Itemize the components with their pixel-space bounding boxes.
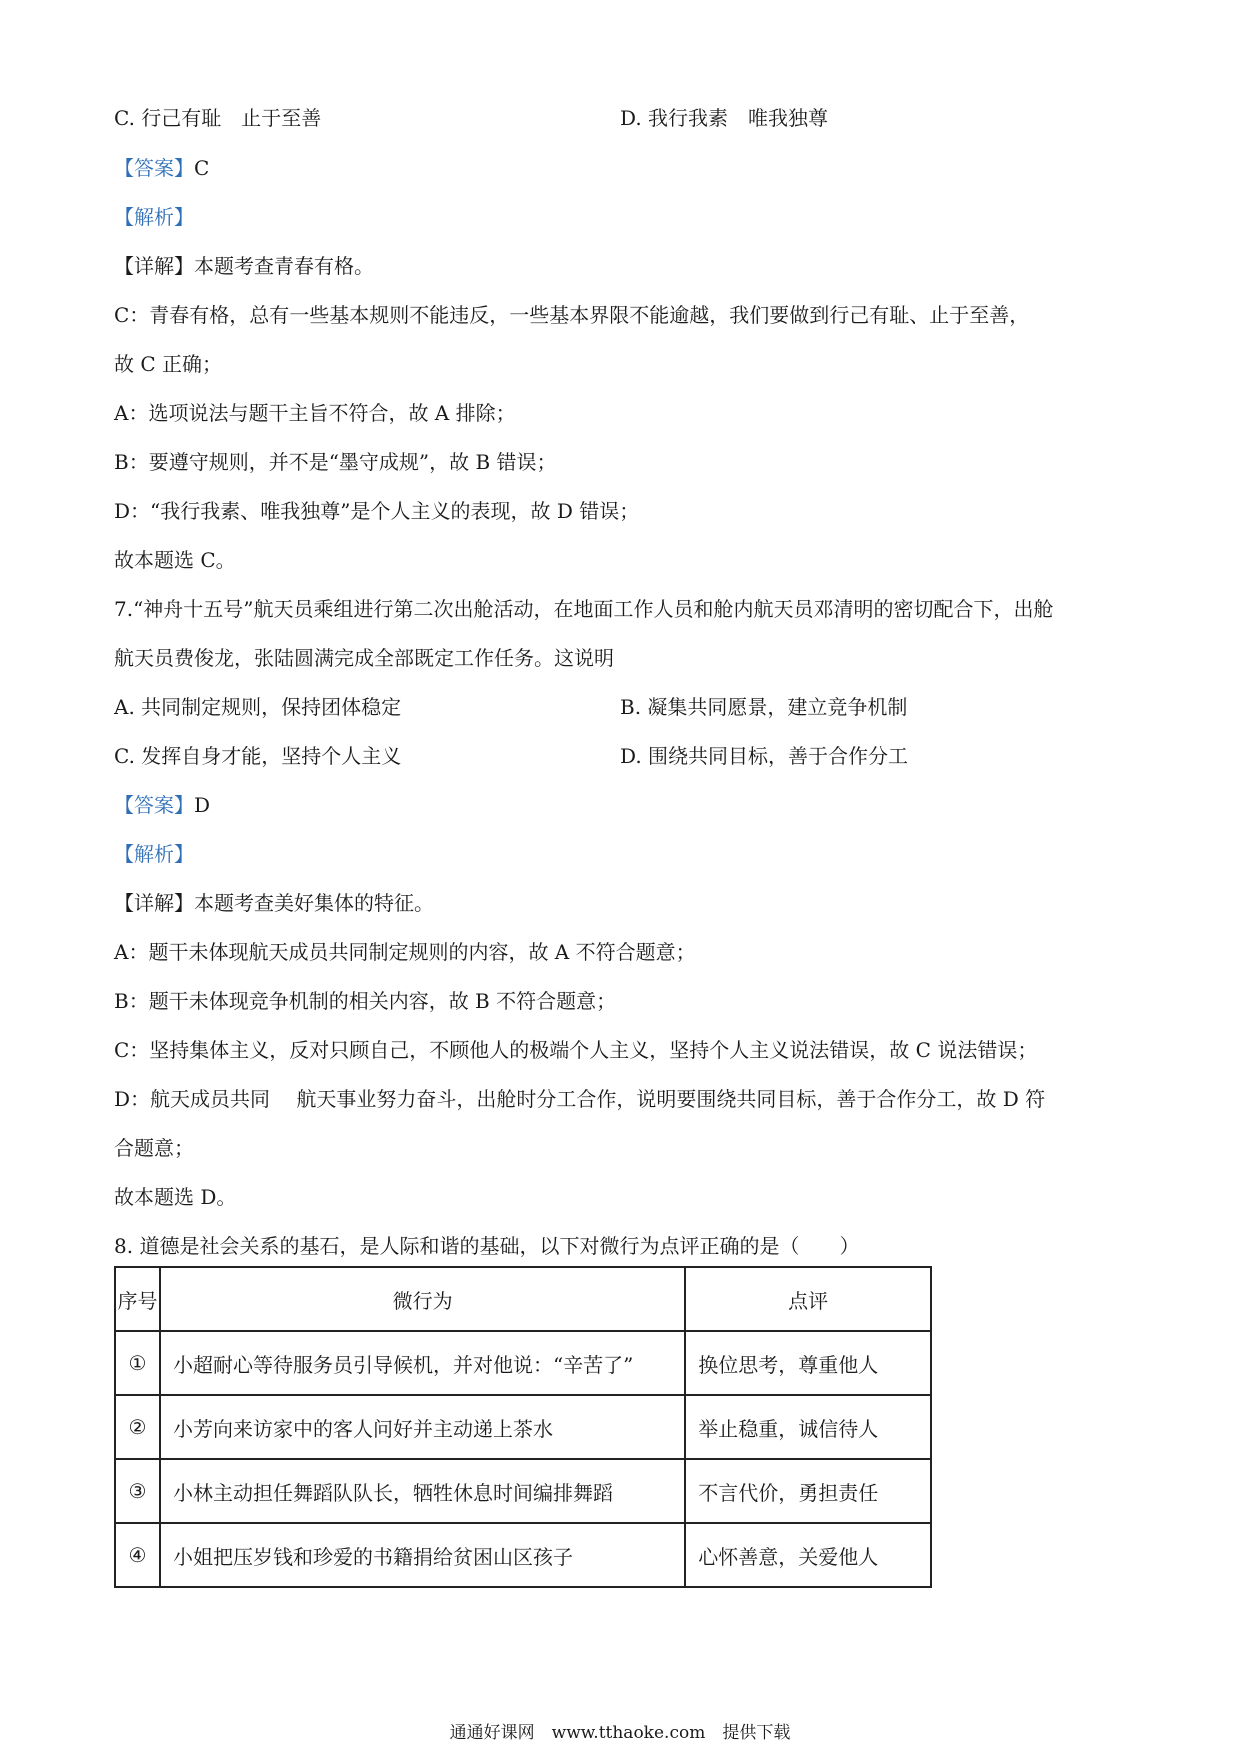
q7-explanation-line: 【详解】本题考查美好集体的特征。: [114, 891, 434, 915]
q7-explanation-line: 故本题选 D。: [114, 1185, 237, 1209]
q7-explanation-line: A：题干未体现航天成员共同制定规则的内容，故 A 不符合题意；: [114, 940, 696, 964]
answer-label: 【答案】: [114, 793, 194, 817]
table-cell-behavior: 小林主动担任舞蹈队队长，牺牲休息时间编排舞蹈: [160, 1459, 685, 1523]
q7-option-c: C. 发挥自身才能，坚持个人主义: [114, 744, 402, 768]
q6-explanation-line: 故本题选 C。: [114, 548, 236, 572]
q8-stem: 8. 道德是社会关系的基石，是人际和谐的基础，以下对微行为点评正确的是（ ）: [114, 1234, 860, 1258]
q7-explanation-line: B：题干未体现竞争机制的相关内容，故 B 不符合题意；: [114, 989, 617, 1013]
table-header-cell: 序号: [115, 1267, 160, 1331]
table-header-cell: 微行为: [160, 1267, 685, 1331]
q6-answer: [114, 155, 209, 181]
q6-option-c: C. 行己有耻 止于至善: [114, 106, 322, 130]
q7-option-d: D. 围绕共同目标，善于合作分工: [620, 744, 909, 768]
table-cell-number: ③: [115, 1459, 160, 1523]
q7-analysis-label: 【解析】: [114, 842, 194, 866]
q6-explanation-line: C：青春有格，总有一些基本规则不能违反，一些基本界限不能逾越，我们要做到行己有耻、止于至善，: [114, 303, 1030, 327]
q7-explanation-line: C：坚持集体主义，反对只顾自己，不顾他人的极端个人主义，坚持个人主义说法错误，故 C 说法错误；: [114, 1038, 1038, 1062]
q7-stem-line: 7.“神舟十五号”航天员乘组进行第二次出舱活动，在地面工作人员和舱内航天员邓清明的密切配合下，出舱: [114, 597, 1054, 621]
table-row: [115, 1395, 931, 1459]
q6-option-d: D. 我行我素 唯我独尊: [620, 106, 829, 130]
q6-explanation-line: D：“我行我素、唯我独尊”是个人主义的表现，故 D 错误；: [114, 499, 640, 523]
table-header-cell: 点评: [685, 1267, 931, 1331]
q8-table: [114, 1266, 932, 1588]
answer-label: 【答案】: [114, 156, 194, 180]
q6-explanation-line: 故 C 正确；: [114, 352, 223, 376]
q7-option-a: A. 共同制定规则，保持团体稳定: [114, 695, 402, 719]
answer-value: C: [194, 156, 210, 180]
table-row: [115, 1331, 931, 1395]
table-cell-number: ②: [115, 1395, 160, 1459]
table-header-row: [115, 1267, 931, 1331]
table-cell-comment: 不言代价，勇担责任: [685, 1459, 931, 1523]
q7-stem-line: 航天员费俊龙，张陆圆满完成全部既定工作任务。这说明: [114, 646, 614, 670]
table-cell-comment: 心怀善意，关爱他人: [685, 1523, 931, 1587]
q7-option-b: B. 凝集共同愿景，建立竞争机制: [620, 695, 908, 719]
table-cell-comment: 换位思考，尊重他人: [685, 1331, 931, 1395]
q6-explanation-line: A：选项说法与题干主旨不符合，故 A 排除；: [114, 401, 516, 425]
q7-answer: [114, 792, 210, 818]
q7-explanation-line: 合题意；: [114, 1136, 194, 1160]
table-row: [115, 1459, 931, 1523]
table-cell-number: ①: [115, 1331, 160, 1395]
table-cell-behavior: 小芳向来访家中的客人问好并主动递上茶水: [160, 1395, 685, 1459]
table-cell-number: ④: [115, 1523, 160, 1587]
q7-explanation-line: D：航天成员共同 航天事业努力奋斗，出舱时分工合作，说明要围绕共同目标，善于合作分工，故 D 符: [114, 1087, 1046, 1111]
q6-analysis-label: 【解析】: [114, 205, 194, 229]
q6-explanation-line: B：要遵守规则，并不是“墨守成规”，故 B 错误；: [114, 450, 557, 474]
table-cell-comment: 举止稳重，诚信待人: [685, 1395, 931, 1459]
answer-value: D: [194, 793, 211, 817]
page-footer: 通通好课网 www.tthaoke.com 提供下载: [449, 1723, 791, 1743]
q6-explanation-line: 【详解】本题考查青春有格。: [114, 254, 374, 278]
table-cell-behavior: 小超耐心等待服务员引导候机，并对他说：“辛苦了”: [160, 1331, 685, 1395]
table-cell-behavior: 小姐把压岁钱和珍爱的书籍捐给贫困山区孩子: [160, 1523, 685, 1587]
table-row: [115, 1523, 931, 1587]
